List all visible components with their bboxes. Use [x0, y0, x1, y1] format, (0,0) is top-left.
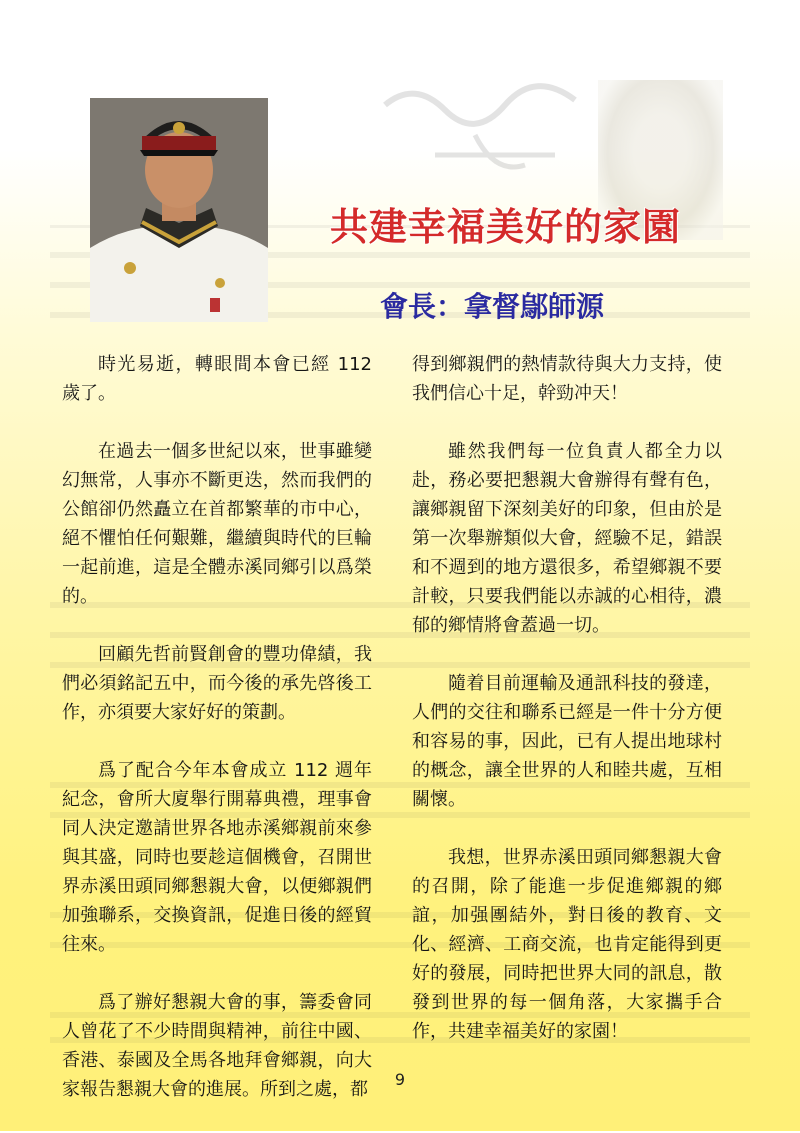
paragraph: 在過去一個多世紀以來，世事雖變幻無常，人事亦不斷更迭，然而我們的公館卻仍然矗立在首都繁華的市中心，絕不懼怕任何艱難，繼續與時代的巨輪一起前進，這是全體赤溪同鄉引以爲榮的。 [62, 441, 372, 607]
page-number: 9 [394, 1070, 406, 1089]
background-calligraphy [375, 75, 595, 195]
paragraph: 雖然我們每一位負責人都全力以赴，務必要把懇親大會辦得有聲有色，讓鄉親留下深刻美好的印象，但由於是第一次舉辦類似大會，經驗不足，錯誤和不週到的地方還很多，希望鄉親不要計較，只要我們能以赤誠的心相待，濃郁的鄉情將會蓋過一切。 [412, 441, 722, 636]
paragraph: 回顧先哲前賢創會的豐功偉績，我們必須銘記五中，而今後的承先啓後工作，亦須要大家好好的策劃。 [62, 644, 372, 723]
paragraph: 時光易逝，轉眼間本會已經 112 歲了。 [62, 354, 372, 404]
article-title: 共建幸福美好的家園 [330, 205, 682, 249]
article-column-right [412, 350, 722, 1075]
paragraph: 得到鄉親們的熱情款待與大力支持，使我們信心十足，幹勁冲天！ [412, 354, 722, 404]
president-portrait [90, 98, 268, 322]
article-author: 會長：拿督鄔師源 [380, 290, 605, 323]
paragraph: 我想，世界赤溪田頭同鄉懇親大會的召開，除了能進一步促進鄉親的鄉誼，加强團結外，對日後的教育、文化、經濟、工商交流，也肯定能得到更好的發展，同時把世界大同的訊息，散發到世界的每一個角落，大家攜手合作，共建幸福美好的家園！ [412, 847, 722, 1042]
article-column-left [62, 350, 372, 1133]
paragraph: 爲了配合今年本會成立 112 週年紀念，會所大廈舉行開幕典禮，理事會同人決定邀請世界各地赤溪鄉親前來參與其盛，同時也要趁這個機會，召開世界赤溪田頭同鄉懇親大會，以便鄉親們加強聯系，交換資訊，促進日後的經貿往來。 [62, 760, 372, 955]
paragraph: 隨着目前運輸及通訊科技的發達，人們的交往和聯系已經是一件十分方便和容易的事，因此，已有人提出地球村的概念，讓全世界的人和睦共處，互相關懷。 [412, 673, 722, 810]
paragraph: 爲了辦好懇親大會的事，籌委會同人曾花了不少時間與精神，前往中國、香港、泰國及全馬各地拜會鄉親，向大家報告懇親大會的進展。所到之處，都 [62, 992, 372, 1100]
